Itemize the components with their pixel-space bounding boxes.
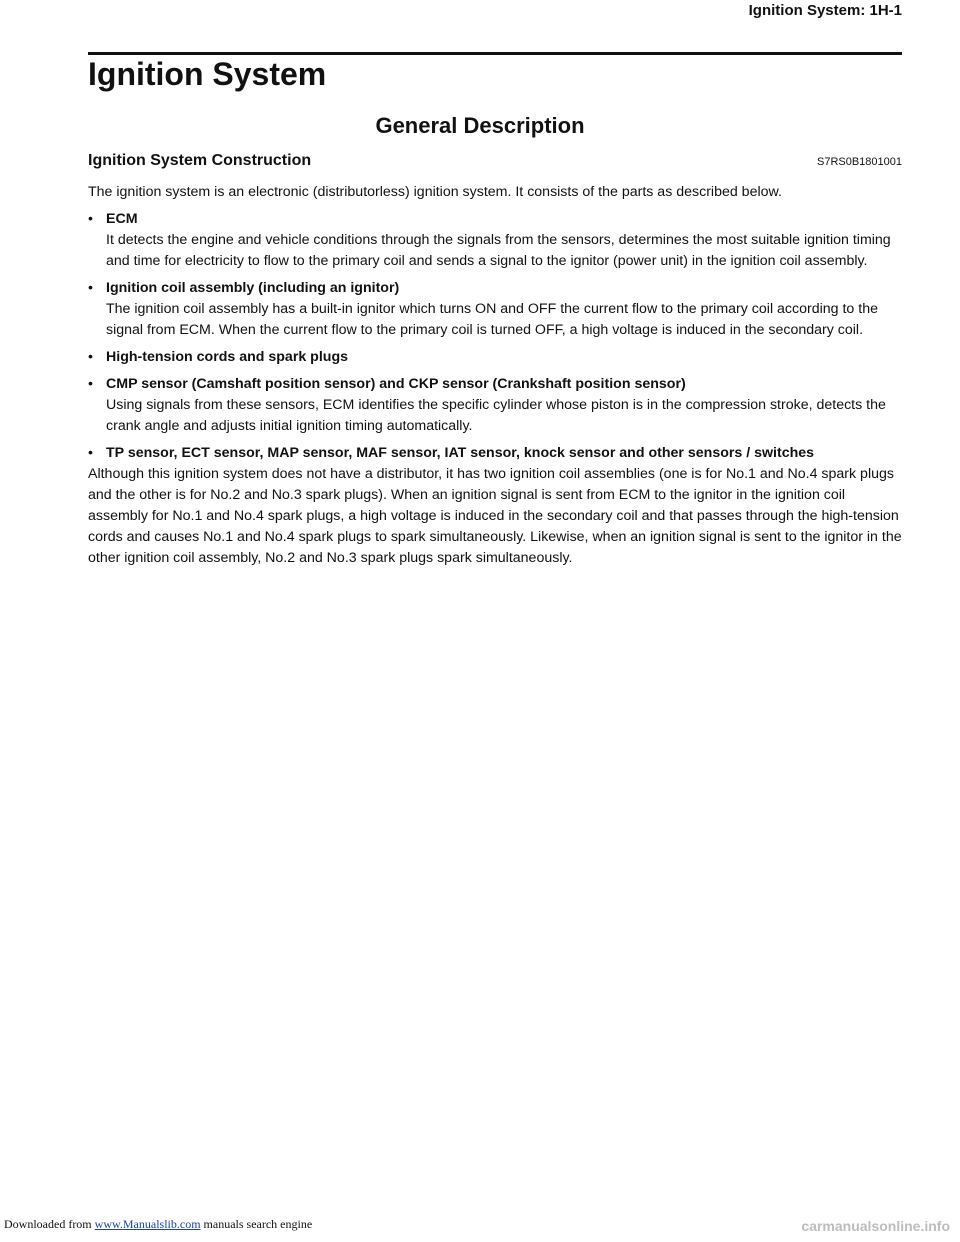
section-title: General Description	[375, 113, 585, 138]
bullet-text: The ignition coil assembly has a built-in ignitor which turns ON and OFF the current flow to the primary coil according to the signal from ECM. When the current flow to the primary coil is turned OFF, a high voltage is induced in the secondary coil.	[106, 301, 878, 338]
bullet-text: Using signals from these sensors, ECM identifies the specific cylinder whose piston is in the compression stroke, detects the crank angle and adjusts initial ignition timing automatically.	[106, 397, 886, 434]
footer-suffix: manuals search engine	[203, 1217, 313, 1231]
page-title: Ignition System	[88, 56, 327, 92]
bullet-item	[88, 347, 908, 368]
subsection-title: Ignition System Construction	[88, 152, 312, 169]
bullet-item	[88, 374, 908, 437]
bullet-glyph: •	[88, 445, 93, 461]
header-rule	[88, 52, 902, 55]
running-header: Ignition System: 1H-1	[748, 2, 902, 19]
footer-prefix: Downloaded from	[4, 1217, 92, 1231]
bullet-item	[88, 209, 908, 272]
bullet-title: ECM	[106, 211, 138, 227]
body-content	[88, 182, 908, 569]
watermark: carmanualsonline.info	[801, 1218, 950, 1234]
bullet-title: High-tension cords and spark plugs	[106, 349, 349, 365]
subsection-heading	[88, 152, 902, 170]
intro-paragraph: The ignition system is an electronic (distributorless) ignition system. It consists of the parts as described below.	[88, 184, 782, 200]
subsection-code: S7RS0B1801001	[816, 156, 902, 168]
bullet-glyph: •	[88, 376, 93, 392]
bullet-title: CMP sensor (Camshaft position sensor) and CKP sensor (Crankshaft position sensor)	[106, 376, 686, 392]
bullet-text: It detects the engine and vehicle conditions through the signals from the sensors, determines the most suitable ignition timing and time for electricity to flow to the primary coil and sends a signal to the ignitor (power unit) in the ignition coil assembly.	[106, 232, 891, 269]
bullet-title: Ignition coil assembly (including an ignitor)	[106, 280, 400, 296]
manualslib-link[interactable]: www.Manualslib.com	[94, 1217, 201, 1231]
bullet-item	[88, 278, 908, 341]
bullet-item	[88, 443, 908, 464]
bullet-title: TP sensor, ECT sensor, MAP sensor, MAF sensor, IAT sensor, knock sensor and other sensors / switches	[106, 445, 815, 461]
closing-paragraph: Although this ignition system does not have a distributor, it has two ignition coil assemblies (one is for No.1 and No.4 spark plugs and the other is for No.2 and No.3 spark plugs). When an ignition signal is sent from ECM to the ignitor in the ignition coil assembly for No.1 and No.4 spark plugs, a high voltage is induced in the secondary coil and that passes through the high-tension cords and causes No.1 and No.4 spark plugs to spark simultaneously. Likewise, when an ignition signal is sent to the ignitor in the other ignition coil assembly, No.2 and No.3 spark plugs spark simultaneously.	[88, 466, 902, 566]
download-footer	[4, 1217, 312, 1232]
bullet-glyph: •	[88, 211, 93, 227]
bullet-glyph: •	[88, 280, 93, 296]
bullet-glyph: •	[88, 349, 93, 365]
